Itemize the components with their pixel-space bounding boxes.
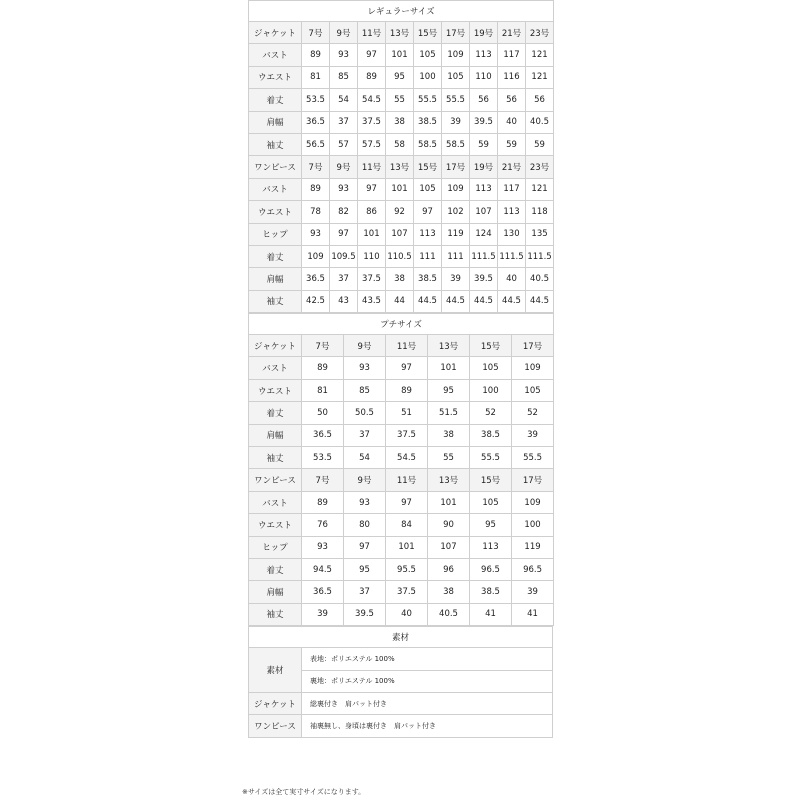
measurement-cell: 95: [386, 66, 414, 88]
measurement-cell: 119: [512, 536, 554, 558]
row-label: 着丈: [249, 245, 302, 267]
measurement-cell: 89: [386, 379, 428, 401]
size-header-cell: 21号: [498, 156, 526, 178]
measurement-cell: 58: [386, 133, 414, 155]
measurement-cell: 100: [414, 66, 442, 88]
measurement-cell: 105: [442, 66, 470, 88]
measurement-cell: 44: [386, 290, 414, 312]
measurement-cell: 101: [386, 44, 414, 66]
measurement-cell: 111.5: [470, 245, 498, 267]
table-row: [249, 111, 554, 133]
size-header-cell: 9号: [330, 156, 358, 178]
table-row: [249, 66, 554, 88]
row-label: 袖丈: [249, 603, 302, 625]
measurement-cell: 55.5: [442, 89, 470, 111]
row-label: 肩幅: [249, 424, 302, 446]
table-row: [249, 44, 554, 66]
measurement-cell: 44.5: [470, 290, 498, 312]
measurement-cell: 109: [302, 245, 330, 267]
row-label: ウエスト: [249, 514, 302, 536]
measurement-cell: 39.5: [470, 268, 498, 290]
measurement-cell: 38: [386, 268, 414, 290]
measurement-cell: 109: [442, 44, 470, 66]
row-label: バスト: [249, 44, 302, 66]
regular-jacket-rows: [249, 44, 554, 156]
size-header-cell: 13号: [428, 469, 470, 491]
material-table: [248, 626, 553, 738]
table-row: [249, 424, 554, 446]
table-row: [249, 379, 554, 401]
size-header-cell: 13号: [386, 156, 414, 178]
size-header-cell: 11号: [386, 469, 428, 491]
size-header-cell: 9号: [344, 335, 386, 357]
measurement-cell: 89: [358, 66, 386, 88]
measurement-cell: 37.5: [358, 268, 386, 290]
measurement-cell: 52: [512, 402, 554, 424]
table-row: [249, 89, 554, 111]
material-title: 素材: [249, 627, 553, 648]
measurement-cell: 81: [302, 379, 344, 401]
measurement-cell: 101: [358, 223, 386, 245]
onepiece-lining-label: ワンピース: [249, 715, 302, 737]
table-row: [249, 245, 554, 267]
size-header-cell: 9号: [344, 469, 386, 491]
size-header-cell: 19号: [470, 156, 498, 178]
table-row: [249, 178, 554, 200]
measurement-cell: 37: [330, 111, 358, 133]
table-row: [249, 514, 554, 536]
regular-size-table: [248, 0, 554, 313]
measurement-cell: 101: [428, 357, 470, 379]
measurement-cell: 36.5: [302, 424, 344, 446]
measurement-cell: 97: [358, 44, 386, 66]
size-header-cell: 17号: [512, 335, 554, 357]
measurement-cell: 113: [470, 44, 498, 66]
size-header-cell: 17号: [512, 469, 554, 491]
measurement-cell: 121: [526, 178, 554, 200]
petite-size-table: [248, 313, 554, 626]
measurement-cell: 42.5: [302, 290, 330, 312]
table-row: [249, 491, 554, 513]
measurement-cell: 96: [428, 558, 470, 580]
measurement-cell: 89: [302, 357, 344, 379]
measurement-cell: 39: [512, 424, 554, 446]
measurement-cell: 52: [470, 402, 512, 424]
table-row: [249, 536, 554, 558]
measurement-cell: 93: [344, 491, 386, 513]
row-label: 肩幅: [249, 111, 302, 133]
measurement-cell: 84: [386, 514, 428, 536]
measurement-cell: 97: [386, 491, 428, 513]
measurement-cell: 55: [386, 89, 414, 111]
regular-size-title: レギュラーサイズ: [249, 1, 554, 22]
measurement-cell: 51.5: [428, 402, 470, 424]
measurement-cell: 41: [470, 603, 512, 625]
regular-onepiece-section: [249, 156, 554, 178]
row-label: 着丈: [249, 89, 302, 111]
measurement-cell: 89: [302, 178, 330, 200]
size-header-cell: 7号: [302, 22, 330, 44]
measurement-cell: 110.5: [386, 245, 414, 267]
lining-fabric: 裏地：ポリエステル 100%: [302, 670, 553, 692]
measurement-cell: 117: [498, 178, 526, 200]
regular-onepiece-rows: [249, 178, 554, 312]
measurement-cell: 111: [414, 245, 442, 267]
measurement-cell: 39: [442, 268, 470, 290]
measurement-cell: 59: [498, 133, 526, 155]
petite-onepiece-rows: [249, 491, 554, 625]
size-chart: [248, 0, 553, 738]
measurement-cell: 113: [470, 178, 498, 200]
measurement-cell: 40: [498, 111, 526, 133]
measurement-cell: 130: [498, 223, 526, 245]
measurement-cell: 93: [302, 536, 344, 558]
measurement-cell: 109: [442, 178, 470, 200]
measurement-cell: 57: [330, 133, 358, 155]
measurement-cell: 53.5: [302, 89, 330, 111]
measurement-cell: 124: [470, 223, 498, 245]
row-label: バスト: [249, 491, 302, 513]
table-row: [249, 558, 554, 580]
measurement-cell: 113: [498, 201, 526, 223]
measurement-cell: 56: [470, 89, 498, 111]
measurement-cell: 40: [386, 603, 428, 625]
row-label: ヒップ: [249, 536, 302, 558]
measurement-cell: 37: [344, 581, 386, 603]
size-header-cell: 15号: [470, 469, 512, 491]
row-label: 着丈: [249, 402, 302, 424]
size-header-cell: 13号: [428, 335, 470, 357]
measurement-cell: 85: [344, 379, 386, 401]
measurement-cell: 44.5: [442, 290, 470, 312]
measurement-cell: 86: [358, 201, 386, 223]
table-row: [249, 223, 554, 245]
measurement-cell: 107: [386, 223, 414, 245]
measurement-cell: 58.5: [442, 133, 470, 155]
measurement-cell: 121: [526, 44, 554, 66]
measurement-cell: 97: [386, 357, 428, 379]
header-label: ワンピース: [249, 469, 302, 491]
onepiece-lining-value: 袖裏無し、身頃は裏付き 肩パット付き: [302, 715, 553, 737]
measurement-cell: 135: [526, 223, 554, 245]
measurement-cell: 39.5: [344, 603, 386, 625]
measurement-cell: 54.5: [386, 447, 428, 469]
jacket-lining-value: 総裏付き 肩パット付き: [302, 692, 553, 714]
measurement-cell: 37: [344, 424, 386, 446]
measurement-cell: 44.5: [498, 290, 526, 312]
measurement-cell: 82: [330, 201, 358, 223]
measurement-cell: 38.5: [414, 268, 442, 290]
measurement-cell: 37: [330, 268, 358, 290]
measurement-cell: 50: [302, 402, 344, 424]
measurement-cell: 38: [386, 111, 414, 133]
measurement-cell: 40.5: [526, 268, 554, 290]
jacket-lining-label: ジャケット: [249, 692, 302, 714]
measurement-cell: 55.5: [512, 447, 554, 469]
petite-jacket-header: [249, 335, 554, 357]
petite-size-title: プチサイズ: [249, 314, 554, 335]
table-row: [249, 133, 554, 155]
petite-onepiece-header: [249, 469, 554, 491]
size-header-cell: 17号: [442, 156, 470, 178]
measurement-cell: 81: [302, 66, 330, 88]
row-label: ヒップ: [249, 223, 302, 245]
measurement-cell: 38.5: [414, 111, 442, 133]
measurement-cell: 118: [526, 201, 554, 223]
measurement-cell: 110: [470, 66, 498, 88]
table-row: [249, 201, 554, 223]
measurement-cell: 44.5: [414, 290, 442, 312]
measurement-cell: 50.5: [344, 402, 386, 424]
measurement-cell: 101: [428, 491, 470, 513]
header-label: ワンピース: [249, 156, 302, 178]
size-header-cell: 11号: [386, 335, 428, 357]
size-header-cell: 23号: [526, 22, 554, 44]
size-header-cell: 15号: [470, 335, 512, 357]
table-row: [249, 357, 554, 379]
measurement-cell: 105: [414, 178, 442, 200]
row-label: 袖丈: [249, 290, 302, 312]
measurement-cell: 96.5: [470, 558, 512, 580]
measurement-cell: 100: [512, 514, 554, 536]
size-header-cell: 19号: [470, 22, 498, 44]
measurement-cell: 59: [526, 133, 554, 155]
measurement-cell: 111.5: [498, 245, 526, 267]
measurement-cell: 109: [512, 357, 554, 379]
size-header-cell: 17号: [442, 22, 470, 44]
measurement-cell: 54: [330, 89, 358, 111]
measurement-cell: 53.5: [302, 447, 344, 469]
measurement-cell: 110: [358, 245, 386, 267]
size-header-cell: 15号: [414, 156, 442, 178]
header-label: ジャケット: [249, 335, 302, 357]
size-header-cell: 11号: [358, 22, 386, 44]
measurement-cell: 38: [428, 424, 470, 446]
measurement-cell: 55: [428, 447, 470, 469]
measurement-cell: 57.5: [358, 133, 386, 155]
petite-size-body: [249, 314, 554, 357]
measurement-cell: 107: [428, 536, 470, 558]
outer-fabric: 表地：ポリエステル 100%: [302, 648, 553, 670]
table-row: [249, 603, 554, 625]
measurement-cell: 44.5: [526, 290, 554, 312]
measurement-cell: 55.5: [414, 89, 442, 111]
size-header-cell: 9号: [330, 22, 358, 44]
measurement-cell: 95: [470, 514, 512, 536]
regular-jacket-header: [249, 22, 554, 44]
measurement-cell: 107: [470, 201, 498, 223]
measurement-cell: 39.5: [470, 111, 498, 133]
measurement-cell: 117: [498, 44, 526, 66]
measurement-cell: 113: [414, 223, 442, 245]
measurement-cell: 38.5: [470, 581, 512, 603]
measurement-cell: 93: [330, 178, 358, 200]
size-header-cell: 13号: [386, 22, 414, 44]
measurement-cell: 89: [302, 491, 344, 513]
measurement-cell: 95: [428, 379, 470, 401]
measurement-cell: 105: [414, 44, 442, 66]
row-label: バスト: [249, 178, 302, 200]
measurement-cell: 105: [512, 379, 554, 401]
measurement-cell: 109: [512, 491, 554, 513]
measurement-cell: 109.5: [330, 245, 358, 267]
measurement-cell: 40: [498, 268, 526, 290]
measurement-cell: 37.5: [358, 111, 386, 133]
measurement-cell: 111.5: [526, 245, 554, 267]
measurement-cell: 56.5: [302, 133, 330, 155]
measurement-cell: 96.5: [512, 558, 554, 580]
header-label: ジャケット: [249, 22, 302, 44]
measurement-cell: 39: [442, 111, 470, 133]
measurement-cell: 54: [344, 447, 386, 469]
row-label: 袖丈: [249, 133, 302, 155]
measurement-cell: 55.5: [470, 447, 512, 469]
measurement-cell: 76: [302, 514, 344, 536]
measurement-cell: 89: [302, 44, 330, 66]
measurement-cell: 38: [428, 581, 470, 603]
row-label: 肩幅: [249, 581, 302, 603]
measurement-cell: 40.5: [428, 603, 470, 625]
row-label: バスト: [249, 357, 302, 379]
table-row: [249, 268, 554, 290]
row-label: ウエスト: [249, 66, 302, 88]
measurement-cell: 97: [344, 536, 386, 558]
size-header-cell: 7号: [302, 335, 344, 357]
measurement-cell: 94.5: [302, 558, 344, 580]
size-header-cell: 7号: [302, 156, 330, 178]
row-label: 袖丈: [249, 447, 302, 469]
measurement-cell: 101: [386, 178, 414, 200]
measurement-cell: 37.5: [386, 581, 428, 603]
table-row: [249, 581, 554, 603]
row-label: ウエスト: [249, 379, 302, 401]
measurement-cell: 100: [470, 379, 512, 401]
measurement-cell: 38.5: [470, 424, 512, 446]
measurement-cell: 39: [302, 603, 344, 625]
measurement-cell: 97: [358, 178, 386, 200]
table-row: [249, 402, 554, 424]
measurement-cell: 39: [512, 581, 554, 603]
measurement-cell: 102: [442, 201, 470, 223]
fabric-label: 素材: [249, 648, 302, 693]
measurement-cell: 36.5: [302, 111, 330, 133]
measurement-cell: 119: [442, 223, 470, 245]
petite-jacket-rows: [249, 357, 554, 469]
measurement-cell: 41: [512, 603, 554, 625]
size-header-cell: 15号: [414, 22, 442, 44]
measurement-cell: 36.5: [302, 581, 344, 603]
measurement-cell: 59: [470, 133, 498, 155]
size-note: ※サイズは全て実寸サイズになります。: [242, 788, 366, 796]
measurement-cell: 121: [526, 66, 554, 88]
measurement-cell: 97: [330, 223, 358, 245]
measurement-cell: 37.5: [386, 424, 428, 446]
measurement-cell: 90: [428, 514, 470, 536]
size-header-cell: 23号: [526, 156, 554, 178]
measurement-cell: 56: [498, 89, 526, 111]
measurement-cell: 58.5: [414, 133, 442, 155]
measurement-cell: 97: [414, 201, 442, 223]
regular-onepiece-header: [249, 156, 554, 178]
measurement-cell: 95.5: [386, 558, 428, 580]
measurement-cell: 80: [344, 514, 386, 536]
measurement-cell: 116: [498, 66, 526, 88]
row-label: 着丈: [249, 558, 302, 580]
measurement-cell: 111: [442, 245, 470, 267]
size-header-cell: 7号: [302, 469, 344, 491]
measurement-cell: 105: [470, 491, 512, 513]
measurement-cell: 93: [302, 223, 330, 245]
table-row: [249, 290, 554, 312]
measurement-cell: 51: [386, 402, 428, 424]
row-label: 肩幅: [249, 268, 302, 290]
measurement-cell: 54.5: [358, 89, 386, 111]
measurement-cell: 43: [330, 290, 358, 312]
table-row: [249, 447, 554, 469]
measurement-cell: 56: [526, 89, 554, 111]
measurement-cell: 92: [386, 201, 414, 223]
petite-onepiece-section: [249, 469, 554, 491]
measurement-cell: 78: [302, 201, 330, 223]
regular-size-body: [249, 1, 554, 44]
size-header-cell: 11号: [358, 156, 386, 178]
measurement-cell: 105: [470, 357, 512, 379]
measurement-cell: 85: [330, 66, 358, 88]
measurement-cell: 93: [344, 357, 386, 379]
measurement-cell: 113: [470, 536, 512, 558]
measurement-cell: 101: [386, 536, 428, 558]
measurement-cell: 95: [344, 558, 386, 580]
row-label: ウエスト: [249, 201, 302, 223]
measurement-cell: 43.5: [358, 290, 386, 312]
measurement-cell: 36.5: [302, 268, 330, 290]
measurement-cell: 40.5: [526, 111, 554, 133]
size-header-cell: 21号: [498, 22, 526, 44]
measurement-cell: 93: [330, 44, 358, 66]
